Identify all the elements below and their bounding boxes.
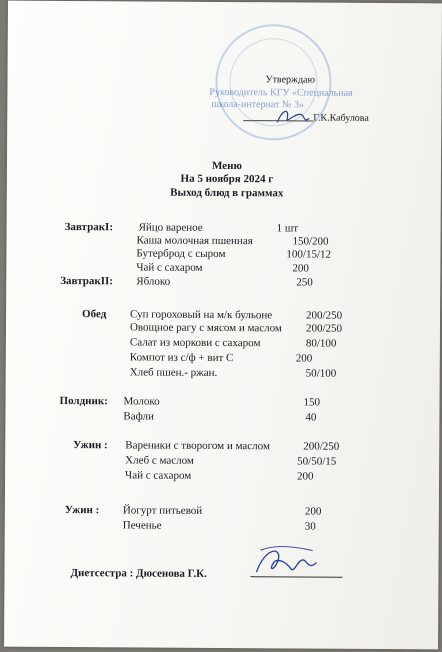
menu-item-name: Компот из с/ф + вит С: [129, 351, 234, 365]
approval-title: Утверждаю: [265, 74, 316, 86]
menu-item-qty: 200: [297, 470, 314, 483]
menu-item-qty: 40: [305, 411, 317, 424]
menu-item-qty: 80/100: [305, 337, 337, 350]
menu-item-name: Суп гороховый на м/к бульоне: [130, 308, 273, 322]
menu-item-qty: 200/250: [305, 322, 343, 335]
menu-item-name: Йогурт питьевой: [122, 504, 203, 517]
menu-item-qty: 200/250: [303, 440, 340, 453]
menu-item-qty: 150: [303, 396, 321, 409]
menu-item-qty: 150/200: [292, 235, 329, 248]
dietitian-label: Диетсестра : Дюсенова Г.К.: [70, 567, 207, 580]
menu-document: [4, 1, 442, 650]
menu-item-name: Молоко: [123, 395, 160, 408]
menu-item-name: Чай с сахаром: [125, 469, 192, 482]
menu-item-name: Хлеб пшен.- ржан.: [129, 366, 218, 379]
menu-item-name: Каша молочная пшенная: [136, 234, 253, 248]
menu-item-name: Хлеб с маслом: [125, 454, 194, 467]
menu-item-name: Чай с сахаром: [136, 261, 203, 274]
menu-item-qty: 50/50/15: [297, 455, 337, 468]
meal-label-breakfast-2: ЗавтракII:: [60, 275, 114, 288]
menu-item-qty: 200/250: [306, 309, 343, 322]
menu-item-name: Бутерброд с сыром: [136, 247, 226, 261]
menu-item-qty: 200: [295, 352, 313, 365]
approval-director-name: Г.К.Кабулова: [313, 112, 369, 124]
approval-line-2: школа-интернат № 3»: [211, 98, 305, 111]
menu-item-name: Яблоко: [136, 275, 171, 288]
menu-date: На 5 ноября 2024 г: [180, 172, 274, 186]
meal-label-dinner-2: Ужин :: [64, 504, 100, 517]
menu-item-qty: 200: [304, 505, 322, 518]
menu-item-name: Вареники с творогом и маслом: [125, 439, 270, 453]
menu-subtitle: Выход блюд в граммах: [170, 186, 284, 200]
approval-line-1: Руководитель КГУ «Специальная: [209, 86, 353, 99]
menu-item-qty: 30: [304, 520, 316, 533]
menu-item-qty: 250: [296, 276, 313, 289]
meal-label-lunch: Обед: [82, 308, 107, 321]
menu-item-name: Салат из моркови с сахаром: [129, 336, 261, 350]
menu-title: Меню: [211, 159, 242, 173]
director-signature-icon: [275, 104, 311, 126]
dietitian-signature-icon: [250, 542, 320, 582]
menu-item-name: Яйцо вареное: [138, 221, 203, 234]
menu-item-qty: 1 шт: [276, 222, 299, 235]
menu-item-qty: 50/100: [305, 367, 337, 380]
menu-item-qty: 200: [292, 262, 309, 275]
menu-item-name: Вафли: [123, 410, 154, 423]
menu-item-qty: 100/15/12: [286, 248, 332, 261]
meal-label-dinner: Ужин :: [73, 439, 108, 452]
meal-label-snack: Полдник:: [59, 395, 108, 408]
menu-item-name: Овощное рагу с мясом и маслом: [129, 321, 282, 335]
meal-label-breakfast-1: ЗавтракI:: [64, 221, 114, 234]
menu-item-name: Печенье: [122, 519, 162, 532]
